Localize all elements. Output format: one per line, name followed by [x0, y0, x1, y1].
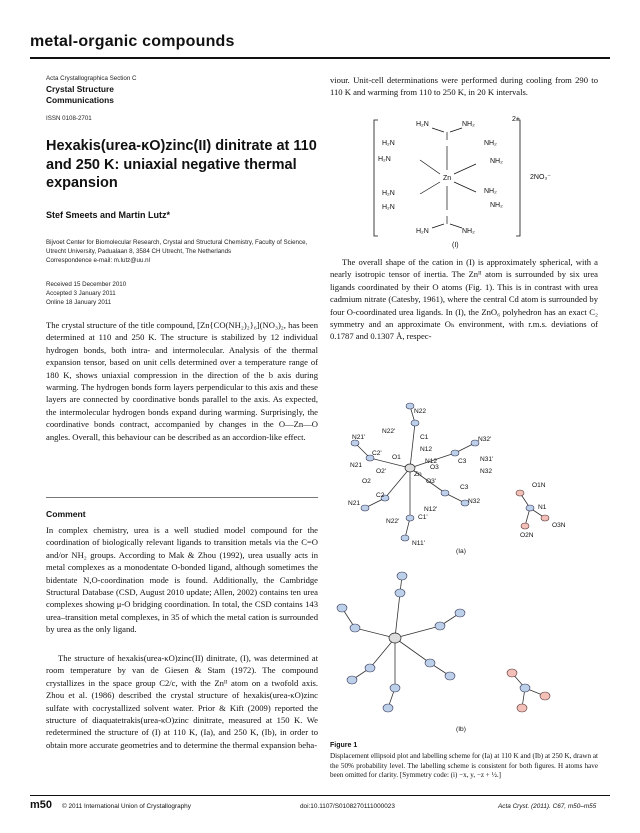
scheme-label: NH₂: [462, 228, 475, 235]
journal-section: [46, 84, 196, 106]
atom-label: C1': [418, 514, 428, 521]
atom-label: N12': [424, 506, 438, 513]
affiliation-block: [46, 238, 318, 265]
scheme-charge: 2+: [512, 116, 520, 123]
date-received: Received 15 December 2010: [46, 281, 127, 288]
atom-label: O2: [362, 478, 371, 485]
ellipsoid-plot: [330, 398, 600, 738]
atom-label: C3: [460, 484, 469, 491]
atom-label: C1: [420, 434, 429, 441]
atom-label: O3: [430, 464, 439, 471]
abstract-rule: [46, 497, 318, 498]
figure-caption: Displacement ellipsoid plot and labelling scheme for (Ia) at 110 K and (Ib) at 250 K, drawn at the 50% probability level. The labelling scheme is consistent for both figures. H atoms have been omitted for clarity. [Symmetry code: (i) −x, y, −z + ½.]: [330, 752, 598, 780]
correspondence: Correspondence e-mail: m.lutz@uu.nl: [46, 257, 150, 264]
scheme-label: H₂N: [382, 140, 395, 147]
scheme-label: NH₂: [490, 158, 503, 165]
date-accepted: Accepted 3 January 2011: [46, 290, 116, 297]
scheme-label: H₂N: [416, 228, 429, 235]
doi: doi:10.1107/S0108270111000023: [300, 803, 395, 810]
figure-heading: Figure 1: [330, 742, 358, 749]
atom-label: N11': [412, 540, 425, 547]
atom-label: O2N: [520, 532, 534, 539]
journal-name: Acta Crystallographica Section C: [46, 75, 137, 82]
scheme-label: NH₂: [490, 202, 503, 209]
atom-label: N22': [382, 428, 396, 435]
figure-1: [330, 398, 600, 738]
abstract: The crystal structure of the title compound, [Zn{CO(NH₂)₂}₆](NO₃)₂, has been determined at 110 and 250 K. The structure is stabilized by 12 individual hydrogen bonds, both intra- and intermolecular. Analysis of the thermal expansion tensor, based on unit cells determined over a temperature range of 180 K, shows uniaxial compression in the direction of the b axis during warming. The hydrogen bonds form layers perpendicular to this axis and these layers are connected by coordinative bonds parallel to the axis. As expected, the intermolecular hydrogen bonds expand during warming. Surprisingly, the coordinative bonds contract, accompanied by changes in the O—Zn—O angles. Overall, this behaviour can be described as an accordion-like effect.: [46, 320, 318, 442]
atom-label: N21': [352, 434, 366, 441]
scheme-label: H₂N: [382, 204, 395, 211]
atom-label: N32: [480, 468, 493, 475]
journal-section-line2: Communications: [46, 95, 114, 105]
footer-rule: [30, 795, 610, 796]
atom-label: N31': [480, 456, 494, 463]
header-rule: [30, 57, 610, 59]
atom-label: Zn: [414, 471, 422, 478]
compound-label: (I): [452, 242, 459, 249]
scheme-label: NH₂: [484, 140, 497, 147]
journal-section-line1: Crystal Structure: [46, 84, 114, 94]
article-title: Hexakis(urea-κO)zinc(II) dinitrate at 110 and 250 K: uniaxial negative thermal expansion: [46, 138, 317, 191]
atom-label: N12: [420, 446, 433, 453]
right-paragraph-2: The overall shape of the cation in (I) is approximately spherical, with a nearly isotropic tensor of inertia. The Znᴵᴵ atom is surrounded by six urea ligands coordinated by their O atoms (Fig. 1). This is in contrast with urea cadmium nitrate (Catesby, 1961), where the central Cd atom is surrounded by four O-coordinated urea ligands. In (I), the ZnO₆ polyhedron has an exact C₂ symmetry and an approximate Oₕ environment, with r.m.s. deviations of 0.1787 and 0.1307 Å, respec-: [330, 257, 598, 342]
comment-paragraph-1: In complex chemistry, urea is a well studied model compound for the coordination of biologically relevant ligands to transition metals via the C=O and/or NH₂ groups. According to Mak & Zhou (1992), urea usually acts in metal complexes as a monodentate O-bonded ligand, although sometimes the bidentate N,O-coordination mode is found. Additionally, the Cambridge Structural Database (CSD, August 2010 update; Allen, 2002) contains ten urea complexes showing μ-O bridging coordination. In total, the CSD contains 143 urea–transition metal complexes, in 35 of which the metal cation is surrounded by urea as the only ligand.: [46, 525, 318, 635]
affiliation: Bijvoet Center for Biomolecular Research, Crystal and Structural Chemistry, Faculty of Science, Utrecht University, Padualaan 8, 3584 CH Utrecht, The Netherlands: [46, 239, 308, 255]
atom-label: N32: [468, 498, 481, 505]
panel-a-label: (Ia): [456, 548, 466, 555]
atom-label: O2': [376, 468, 387, 475]
atom-label: O3N: [552, 522, 566, 529]
atom-label: O1N: [532, 482, 546, 489]
panel-b-label: (Ib): [456, 726, 466, 733]
article-authors: Stef Smeets and Martin Lutz*: [46, 210, 171, 220]
atom-label: C2: [376, 492, 385, 499]
atom-label: N32': [478, 436, 492, 443]
atom-label: C3: [458, 458, 467, 465]
scheme-label: NH₂: [484, 188, 497, 195]
scheme-anion: 2NO₃⁻: [530, 174, 551, 181]
issn: ISSN 0108-2701: [46, 115, 92, 122]
scheme-label: H₂N: [416, 121, 429, 128]
citation: Acta Cryst. (2011). C67, m50–m55: [498, 803, 597, 810]
scheme-label: H₂N: [378, 156, 391, 163]
atom-label: N22: [414, 408, 427, 415]
atom-label: N12: [425, 458, 438, 465]
right-paragraph-1: viour. Unit-cell determinations were performed during cooling from 290 to 110 K and warming from 110 to 250 K, in 20 K intervals.: [330, 75, 598, 98]
article-dates: [46, 280, 126, 307]
atom-label: N1: [538, 504, 547, 511]
atom-label: N21: [350, 462, 363, 469]
atom-label: N22': [386, 518, 400, 525]
copyright: © 2011 International Union of Crystallography: [62, 803, 191, 810]
page-number: m50: [30, 799, 53, 811]
atom-label: C2': [372, 450, 382, 457]
chemical-scheme: [372, 118, 572, 243]
scheme-zn: Zn: [443, 175, 452, 182]
atom-label: N21: [348, 500, 361, 507]
comment-heading: Comment: [46, 509, 86, 519]
comment-paragraph-2: The structure of hexakis(urea-κO)zinc(II) dinitrate, (I), was determined at room temperature by van de Giesen & Stam (1972). The compound crystallizes in the space group C2/c, with the Znᴵᴵ atom on a twofold axis. Zhou et al. (1986) described the crystal structure of hexakis(urea-κO)zinc sulfate with cocrystallized solvent water. Prior & Kift (2009) reported the structure of diaquatetrakis(urea-κO)zinc dinitrate, measured at 150 K. We redetermined the structure of (I) at 110 K, (Ia), and 250 K, (Ib), in order to obtain more accurate geometries and to determine the thermal expansion beha-: [46, 653, 318, 750]
section-header: metal-organic compounds: [30, 33, 235, 50]
scheme-label: NH₂: [462, 121, 475, 128]
atom-label: O1: [392, 454, 401, 461]
date-online: Online 18 January 2011: [46, 299, 112, 306]
atom-label: O3': [426, 478, 437, 485]
scheme-label: H₂N: [382, 190, 395, 197]
